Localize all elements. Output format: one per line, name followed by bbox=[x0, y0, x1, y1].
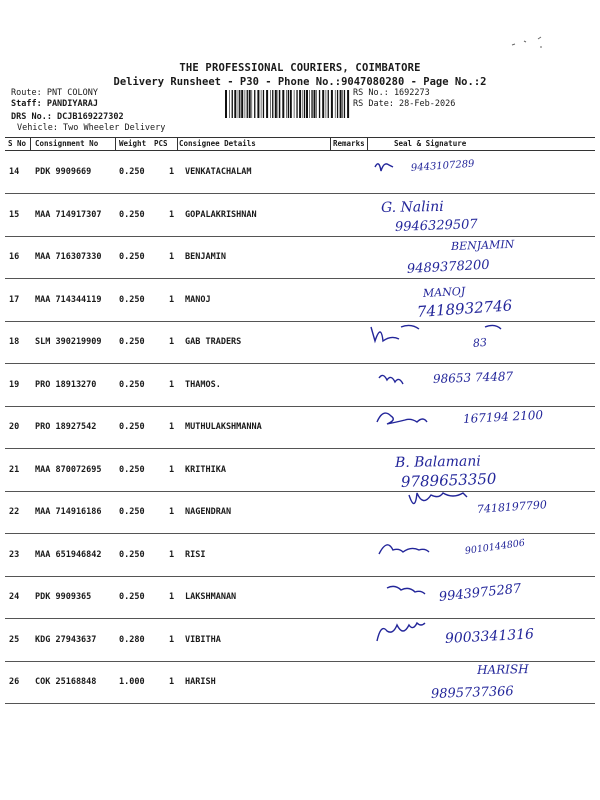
signature-phone: 7418932746 bbox=[416, 295, 513, 321]
row-consignment-no: SLM 390219909 bbox=[35, 337, 102, 347]
row-sno: 19 bbox=[9, 379, 20, 390]
barcode bbox=[225, 90, 350, 118]
row-pcs: 1 bbox=[169, 549, 175, 560]
row-weight: 0.280 bbox=[119, 634, 145, 645]
row-pcs: 1 bbox=[169, 209, 175, 220]
row-consignment-no: MAA 870072695 bbox=[35, 464, 102, 475]
table-row bbox=[5, 236, 595, 279]
table-row bbox=[5, 619, 595, 662]
col-consignment: Consignment No bbox=[35, 139, 99, 148]
row-pcs: 1 bbox=[169, 379, 175, 390]
row-weight: 0.250 bbox=[119, 379, 145, 390]
col-weight: Weight bbox=[119, 139, 147, 148]
signature-name: MANOJ bbox=[422, 284, 466, 300]
row-pcs: 1 bbox=[169, 464, 175, 475]
signature-phone: 9443107289 bbox=[410, 158, 475, 174]
row-consignment-no: PDK 9909365 bbox=[35, 592, 92, 602]
row-weight: 0.250 bbox=[119, 507, 145, 517]
row-signature bbox=[365, 661, 595, 709]
signature-name: G. Nalini bbox=[380, 198, 444, 216]
table-row bbox=[5, 661, 595, 704]
signature-phone: 98653 74487 bbox=[432, 368, 514, 386]
row-weight: 0.250 bbox=[119, 294, 145, 305]
table-row bbox=[5, 491, 595, 534]
col-consignee: Consignee Details bbox=[179, 139, 256, 148]
row-signature bbox=[365, 236, 595, 284]
col-sno: S No bbox=[8, 139, 27, 148]
table-row bbox=[5, 151, 595, 194]
row-consignee: BENJAMIN bbox=[185, 252, 226, 262]
rs-date: RS Date: 28-Feb-2026 bbox=[353, 99, 456, 109]
row-consignee: KRITHIKA bbox=[185, 464, 226, 475]
signature-phone: 83 bbox=[472, 335, 488, 350]
row-pcs: 1 bbox=[169, 167, 175, 177]
row-consignee: NAGENDRAN bbox=[185, 507, 232, 517]
row-pcs: 1 bbox=[169, 422, 175, 432]
table-row bbox=[5, 279, 595, 322]
table-header bbox=[5, 138, 595, 151]
row-signature bbox=[365, 194, 595, 242]
row-sno: 14 bbox=[9, 167, 20, 177]
signature-phone: 9943975287 bbox=[438, 581, 523, 605]
row-sno: 17 bbox=[9, 294, 20, 305]
table-row bbox=[5, 576, 595, 619]
row-consignee: MUTHULAKSHMANNA bbox=[185, 422, 262, 432]
signature-name: HARISH bbox=[476, 662, 529, 677]
row-consignment-no: MAA 714917307 bbox=[35, 209, 102, 220]
col-seal: Seal & Signature bbox=[394, 139, 467, 148]
signature-phone: 9789653350 bbox=[400, 469, 497, 491]
delivery-table bbox=[5, 137, 595, 702]
row-sno: 24 bbox=[9, 592, 20, 602]
row-weight: 0.250 bbox=[119, 209, 145, 220]
row-consignee: MANOJ bbox=[185, 294, 211, 305]
row-consignment-no: PRO 18913270 bbox=[35, 379, 97, 390]
row-pcs: 1 bbox=[169, 294, 175, 305]
signature-name: BENJAMIN bbox=[450, 237, 515, 253]
row-signature bbox=[365, 619, 595, 667]
row-consignee: VIBITHA bbox=[185, 634, 221, 645]
row-weight: 0.250 bbox=[119, 252, 145, 262]
runsheet-subtitle: Delivery Runsheet - P30 - Phone No.:9047080280 - Page No.:2 bbox=[113, 76, 487, 88]
row-pcs: 1 bbox=[169, 507, 175, 517]
row-sno: 15 bbox=[9, 209, 20, 220]
row-consignment-no: MAA 714916186 bbox=[35, 507, 102, 517]
table-row bbox=[5, 534, 595, 577]
row-signature bbox=[365, 534, 595, 582]
row-consignment-no: KDG 27943637 bbox=[35, 634, 97, 645]
row-consignee: HARISH bbox=[185, 677, 216, 687]
row-pcs: 1 bbox=[169, 677, 175, 687]
col-pcs: PCS bbox=[154, 139, 168, 148]
row-consignee: THAMOS. bbox=[185, 379, 221, 390]
row-consignee: GOPALAKRISHNAN bbox=[185, 209, 257, 220]
row-signature bbox=[365, 321, 595, 369]
signature-phone: 9489378200 bbox=[406, 257, 490, 277]
rs-number: RS No.: 1692273 bbox=[353, 88, 430, 98]
signature-name: B. Balamani bbox=[394, 453, 481, 471]
row-sno: 18 bbox=[9, 337, 20, 347]
corner-marks bbox=[510, 35, 550, 54]
col-remarks: Remarks bbox=[333, 139, 365, 148]
table-row bbox=[5, 406, 595, 449]
signature-phone: 9946329507 bbox=[394, 216, 478, 235]
row-sno: 23 bbox=[9, 549, 20, 560]
row-pcs: 1 bbox=[169, 337, 175, 347]
row-weight: 0.250 bbox=[119, 422, 145, 432]
row-weight: 0.250 bbox=[119, 592, 145, 602]
row-sno: 16 bbox=[9, 252, 20, 262]
row-consignee: VENKATACHALAM bbox=[185, 167, 252, 177]
row-weight: 0.250 bbox=[119, 167, 145, 177]
company-title: THE PROFESSIONAL COURIERS, COIMBATORE bbox=[179, 62, 421, 74]
signature-scribble bbox=[365, 151, 595, 195]
row-signature bbox=[365, 449, 595, 497]
row-signature bbox=[365, 491, 595, 539]
row-consignment-no: PDK 9909669 bbox=[35, 167, 92, 177]
row-pcs: 1 bbox=[169, 592, 175, 602]
row-weight: 1.000 bbox=[119, 677, 145, 687]
route-label: Route: PNT COLONY bbox=[11, 88, 98, 98]
signature-phone: 7418197790 bbox=[476, 498, 548, 516]
row-sno: 25 bbox=[9, 634, 20, 645]
row-weight: 0.250 bbox=[119, 337, 145, 347]
row-sno: 21 bbox=[9, 464, 20, 475]
row-consignee: GAB TRADERS bbox=[185, 337, 242, 347]
row-pcs: 1 bbox=[169, 252, 175, 262]
row-signature bbox=[365, 364, 595, 412]
table-row bbox=[5, 194, 595, 237]
table-row bbox=[5, 364, 595, 407]
row-pcs: 1 bbox=[169, 634, 175, 645]
row-signature bbox=[365, 279, 595, 327]
row-consignment-no: MAA 716307330 bbox=[35, 252, 102, 262]
row-sno: 26 bbox=[9, 677, 20, 687]
vehicle-label: Vehicle: Two Wheeler Delivery bbox=[17, 123, 166, 133]
row-signature bbox=[365, 151, 595, 199]
row-weight: 0.250 bbox=[119, 464, 145, 475]
signature-phone: 9003341316 bbox=[444, 625, 535, 647]
signature-phone: 9895737366 bbox=[430, 684, 514, 702]
signature-scribble bbox=[365, 534, 595, 578]
table-row bbox=[5, 321, 595, 364]
signature-phone: 167194 2100 bbox=[462, 407, 544, 426]
row-signature bbox=[365, 576, 595, 624]
row-consignee: RISI bbox=[185, 549, 206, 560]
row-consignment-no: COK 25168848 bbox=[35, 677, 97, 687]
table-row bbox=[5, 449, 595, 492]
row-sno: 22 bbox=[9, 507, 20, 517]
signature-phone: 9010144806 bbox=[464, 537, 526, 557]
row-consignee: LAKSHMANAN bbox=[185, 592, 237, 602]
row-weight: 0.250 bbox=[119, 549, 145, 560]
row-consignment-no: MAA 651946842 bbox=[35, 549, 102, 560]
row-signature bbox=[365, 406, 595, 454]
row-sno: 20 bbox=[9, 422, 20, 432]
row-consignment-no: PRO 18927542 bbox=[35, 422, 97, 432]
drs-label: DRS No.: DCJB169227302 bbox=[11, 112, 124, 122]
row-consignment-no: MAA 714344119 bbox=[35, 294, 102, 305]
staff-label: Staff: PANDIYARAJ bbox=[11, 99, 98, 109]
